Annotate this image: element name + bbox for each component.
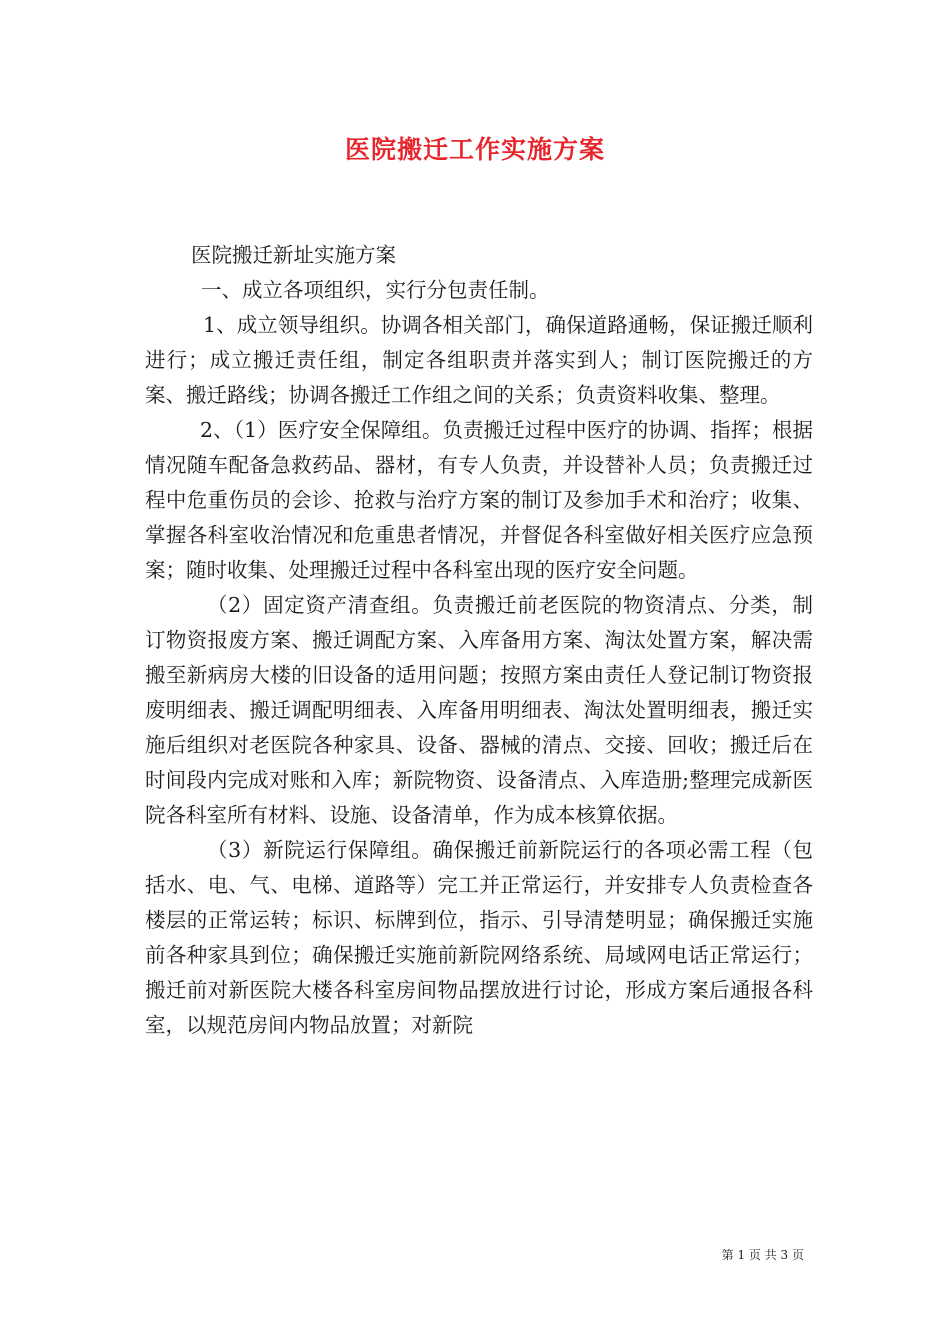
paragraph-medical-safety-group: 2、（1）医疗安全保障组。负责搬迁过程中医疗的协调、指挥；根据情况随车配备急救药品、器材，有专人负责，并设替补人员；负责搬迁过程中危重伤员的会诊、抢救与治疗方案的制订及参加手术和治疗；收集、掌握各科室收治情况和危重患者情况，并督促各科室做好相关医疗应急预案；随时收集、处理搬迁过程中各科室出现的医疗安全问题。 (145, 418, 813, 582)
document-title: 医院搬迁工作实施方案 (344, 135, 605, 164)
document-subtitle: 医院搬迁新址实施方案 (191, 243, 396, 267)
page-number-footer: 第 1 页 共 3 页 (721, 1248, 804, 1262)
paragraph-leadership-group: 1、成立领导组织。协调各相关部门，确保道路通畅，保证搬迁顺利进行；成立搬迁责任组，制定各组职责并落实到人；制订医院搬迁的方案、搬迁路线；协调各搬迁工作组之间的关系；负责资料收集、整理。 (145, 313, 813, 407)
paragraph-new-hospital-operation-group: （3）新院运行保障组。确保搬迁前新院运行的各项必需工程（包括水、电、气、电梯、道路等）完工并正常运行，并安排专人负责检查各楼层的正常运转；标识、标牌到位，指示、引导清楚明显；确保搬迁实施前各种家具到位；确保搬迁实施前新院网络系统、局域网电话正常运行；搬迁前对新医院大楼各科室房间物品摆放进行讨论，形成方案后通报各科室，以规范房间内物品放置；对新院 (145, 838, 813, 1037)
paragraph-fixed-assets-group: （2）固定资产清查组。负责搬迁前老医院的物资清点、分类，制订物资报废方案、搬迁调配方案、入库备用方案、淘汰处置方案，解决需搬至新病房大楼的旧设备的适用问题；按照方案由责任人登记制订物资报废明细表、搬迁调配明细表、入库备用明细表、淘汰处置明细表，搬迁实施后组织对老医院各种家具、设备、器械的清点、交接、回收；搬迁后在时间段内完成对账和入库；新院物资、设备清点、入库造册;整理完成新医院各科室所有材料、设施、设备清单，作为成本核算依据。 (145, 593, 813, 827)
document-body (145, 238, 813, 1043)
section-heading: 一、成立各项组织，实行分包责任制。 (201, 278, 550, 302)
